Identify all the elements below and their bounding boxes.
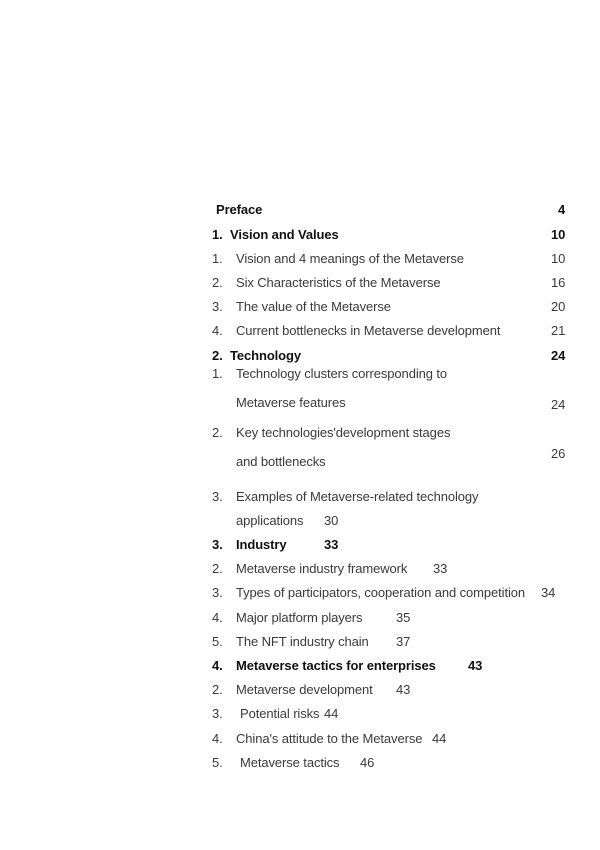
toc-ch4-number: 4. [212,658,223,673]
toc-ch3-item-text: The NFT industry chain [236,634,369,649]
toc-ch1-item-page: 16 [551,275,566,290]
toc-ch1-item-text: Vision and 4 meanings of the Metaverse [236,251,464,266]
toc-ch2-item-page: 30 [324,513,339,528]
toc-ch1-item-page: 10 [551,251,566,266]
toc-ch3-item-page: 33 [433,561,448,576]
toc-ch1-title: Vision and Values [230,227,339,242]
toc-ch3-item-number: 3. [212,585,223,600]
toc-ch2-page: 24 [551,348,566,363]
toc-ch1-item-page: 20 [551,299,566,314]
toc-ch2-item-number: 3. [212,489,223,504]
toc-ch3-item-number: 5. [212,634,223,649]
toc-ch1-item-text: Six Characteristics of the Metaverse [236,275,441,290]
toc-ch3-item-text: Types of participators, cooperation and competition [236,585,526,600]
toc-ch3-page: 33 [324,537,339,552]
toc-ch4-title: Metaverse tactics for enterprises [236,658,436,673]
toc-preface-label: Preface [216,202,263,217]
toc-ch2-number: 2. [212,348,223,363]
toc-ch1-page: 10 [551,227,566,242]
toc-ch2-item-number: 2. [212,425,223,440]
toc-ch4-item-number: 4. [212,731,223,746]
toc-ch1-number: 1. [212,227,223,242]
toc-ch3-item-number: 2. [212,561,223,576]
toc-ch2-item-text-line2: Metaverse features [236,395,346,410]
toc-ch2-item-page: 24 [551,397,566,412]
toc-ch4-item-number: 2. [212,682,223,697]
toc-ch2-item-text-line1: Key technologies'development stages [236,425,451,440]
toc-ch3-item-number: 4. [212,610,223,625]
toc-ch3-item-text: Major platform players [236,610,363,625]
toc-ch3-item-text: Metaverse industry framework [236,561,408,576]
toc-ch4-item-text: Potential risks [240,706,320,721]
toc-ch2-item-text-line1: Examples of Metaverse-related technology [236,489,479,504]
toc-ch4-item-text: China's attitude to the Metaverse [236,731,423,746]
toc-ch1-item-text: Current bottlenecks in Metaverse development [236,323,501,338]
toc-ch4-item-page: 43 [396,682,411,697]
toc-ch3-number: 3. [212,537,223,552]
toc-ch4-item-number: 5. [212,755,223,770]
toc-ch4-item-number: 3. [212,706,223,721]
toc-ch2-item-text-line1: Technology clusters corresponding to [236,366,448,381]
toc-ch2-title: Technology [230,348,301,363]
toc-ch4-page: 43 [468,658,483,673]
toc-ch1-item-number: 4. [212,323,223,338]
toc-ch4-item-page: 44 [432,731,447,746]
toc-ch4-item-text: Metaverse tactics [240,755,340,770]
toc-ch1-item-number: 1. [212,251,223,266]
toc-ch1-item-page: 21 [551,323,566,338]
toc-ch1-item-text: The value of the Metaverse [236,299,391,314]
toc-ch2-item-text-line2: and bottlenecks [236,454,326,469]
toc-ch3-item-page: 34 [541,585,556,600]
toc-ch3-item-page: 37 [396,634,411,649]
toc-ch4-item-page: 46 [360,755,375,770]
toc-ch2-item-number: 1. [212,366,223,381]
toc-ch4-item-text: Metaverse development [236,682,373,697]
toc-ch2-item-text-line2: applications [236,513,304,528]
toc-ch3-title: Industry [236,537,287,552]
toc-ch1-item-number: 3. [212,299,223,314]
toc-preface-page: 4 [558,202,566,217]
toc-ch3-item-page: 35 [396,610,411,625]
toc-ch4-item-page: 44 [324,706,339,721]
toc-ch1-item-number: 2. [212,275,223,290]
toc-ch2-item-page: 26 [551,446,566,461]
